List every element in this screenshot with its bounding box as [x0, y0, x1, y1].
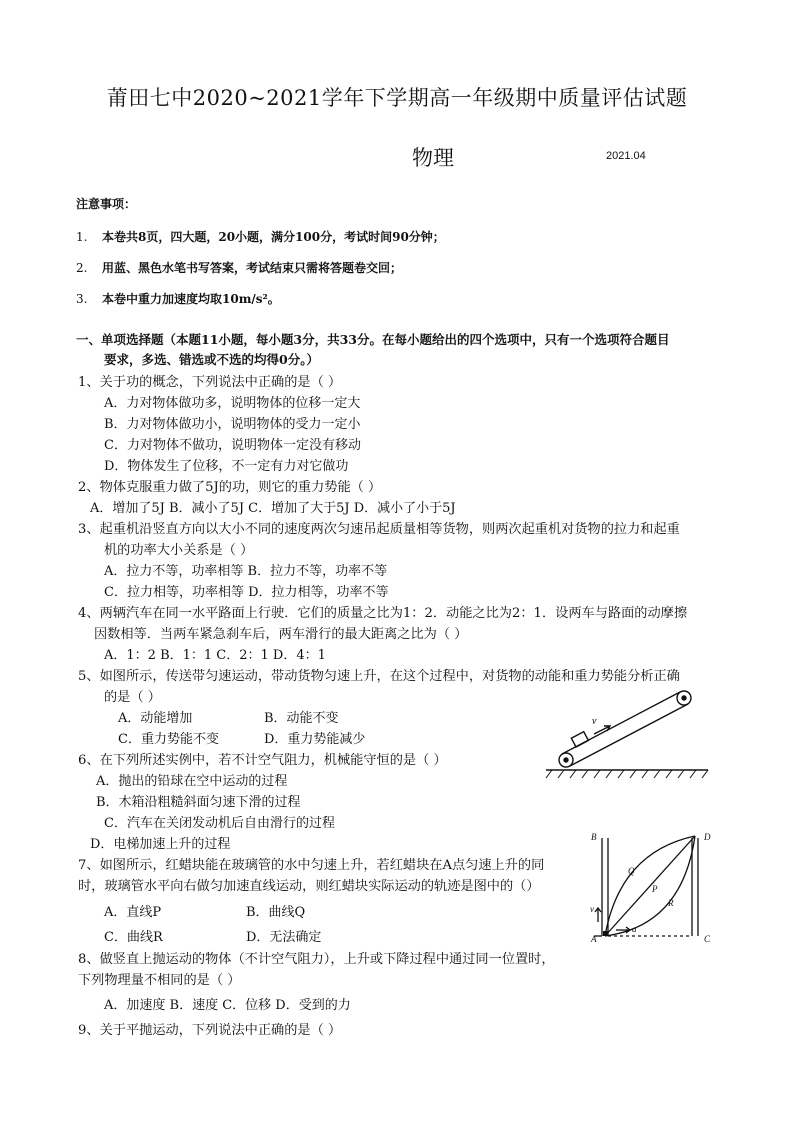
question-5-option-b: B．动能不变	[264, 711, 339, 726]
label-a: A	[591, 934, 597, 944]
wax-block-trajectory-figure	[586, 826, 722, 946]
question-7-stem-cont: 时，玻璃管水平向右做匀加速直线运动，则红蜡块实际运动的轨迹是图中的（）	[78, 879, 540, 894]
question-6-option-a: A．抛出的铅球在空中运动的过程	[96, 774, 288, 789]
question-1-option-a: A．力对物体做功多，说明物体的位移一定大	[104, 396, 361, 411]
note-num: 2.	[76, 261, 88, 275]
question-7-option-b: B．曲线Q	[246, 905, 306, 920]
question-7-option-d: D．无法确定	[246, 930, 322, 945]
notes-title: 注意事项：	[76, 197, 137, 211]
cargo-box-icon	[571, 732, 588, 747]
question-3-stem: 3、起重机沿竖直方向以大小不同的速度两次匀速吊起质量相等货物，则两次起重机对货物的拉力和起重	[78, 522, 680, 537]
question-9-stem: 9、关于平抛运动，下列说法中正确的是（ ）	[78, 1023, 342, 1038]
question-8-options: A．加速度 B．速度 C．位移 D．受到的力	[104, 998, 351, 1013]
label-c: C	[704, 934, 711, 944]
question-1-option-c: C．力对物体不做功，说明物体一定没有移动	[104, 438, 361, 453]
question-3-stem-cont: 机的功率大小关系是（ ）	[104, 543, 254, 558]
question-5-stem: 5、如图所示，传送带匀速运动，带动货物匀速上升，在这个过程中，对货物的动能和重力势能分析正确	[78, 669, 680, 684]
question-3-options-cd: C．拉力相等，功率相等 D．拉力相等，功率不等	[104, 585, 389, 600]
note-item	[76, 259, 402, 276]
question-5-stem-cont: 的是（ ）	[104, 690, 161, 705]
belt-bottom-line	[570, 704, 688, 766]
label-q: Q	[628, 866, 635, 876]
label-b: B	[591, 832, 597, 842]
note-text: 本卷共8页，四大题，20小题，满分100分，考试时间90分钟；	[102, 230, 445, 244]
question-5-option-d: D．重力势能减少	[264, 732, 366, 747]
question-2-options: A．增加了5J B．减小了5J C．增加了大于5J D．减小了小于5J	[90, 501, 456, 516]
label-v: v	[590, 904, 594, 914]
question-4-options: A．1：2 B．1：1 C．2：1 D．4：1	[104, 648, 326, 663]
question-7-option-c: C．曲线R	[104, 930, 163, 945]
question-2-stem: 2、物体克服重力做了5J的功，则它的重力势能（ ）	[78, 480, 382, 495]
question-5-option-c: C．重力势能不变	[118, 732, 219, 747]
section-heading-cont: 要求，多选、错选或不选的均得0分。）	[104, 352, 319, 367]
question-1-stem: 1、关于功的概念，下列说法中正确的是（ ）	[78, 375, 342, 390]
conveyor-belt-figure	[540, 684, 710, 780]
question-7-stem: 7、如图所示，红蜡块能在玻璃管的水中匀速上升，若红蜡块在A点匀速上升的同	[78, 858, 545, 873]
note-num: 3.	[76, 292, 88, 306]
label-r: R	[668, 898, 674, 908]
note-item	[76, 290, 280, 307]
question-8-stem: 8、做竖直上抛运动的物体（不计空气阻力），上升或下降过程中通过同一位置时，	[78, 952, 555, 967]
question-5-option-a: A．动能增加	[118, 711, 193, 726]
question-4-stem: 4、两辆汽车在同一水平路面上行驶．它们的质量之比为1：2．动能之比为2：1．设两车与路面的动摩擦	[78, 606, 688, 621]
question-6-option-c: C．汽车在关闭发动机后自由滑行的过程	[104, 816, 335, 831]
exam-title: 莆田七中2020~2021学年下学期高一年级期中质量评估试题	[106, 86, 688, 110]
question-7-option-a: A．直线P	[104, 905, 162, 920]
note-text: 本卷中重力加速度均取10m/s²。	[102, 292, 280, 306]
wax-block-icon	[603, 931, 608, 936]
question-4-stem-cont: 因数相等．当两车紧急刹车后，两车滑行的最大距离之比为（ ）	[94, 627, 468, 642]
label-p: P	[652, 884, 658, 894]
question-6-option-d: D．电梯加速上升的过程	[90, 837, 231, 852]
question-3-options-ab: A．拉力不等，功率相等 B．拉力不等，功率不等	[104, 564, 388, 579]
label-acc: a	[632, 924, 637, 934]
question-8-stem-cont: 下列物理量不相同的是（ ）	[78, 973, 241, 988]
velocity-label: v	[592, 716, 597, 727]
note-text: 用蓝、黑色水笔书写答案，考试结束只需将答题卷交回；	[102, 261, 403, 275]
subject-title: 物理	[412, 146, 454, 170]
note-num: 1.	[76, 230, 88, 244]
question-6-option-b: B．木箱沿粗糙斜面匀速下滑的过程	[96, 795, 301, 810]
label-d: D	[704, 832, 711, 842]
line-p	[605, 836, 695, 936]
exam-date: 2021.04	[606, 150, 646, 162]
question-1-option-d: D．物体发生了位移，不一定有力对它做功	[104, 459, 349, 474]
question-6-stem: 6、在下列所述实例中，若不计空气阻力，机械能守恒的是（ ）	[78, 753, 447, 768]
question-1-option-b: B．力对物体做功小，说明物体的受力一定小	[104, 417, 361, 432]
section-heading: 一、单项选择题（本题11小题，每小题3分，共33分。在每小题给出的四个选项中，只有一个选项符合题目	[76, 332, 670, 347]
note-item	[76, 228, 445, 245]
